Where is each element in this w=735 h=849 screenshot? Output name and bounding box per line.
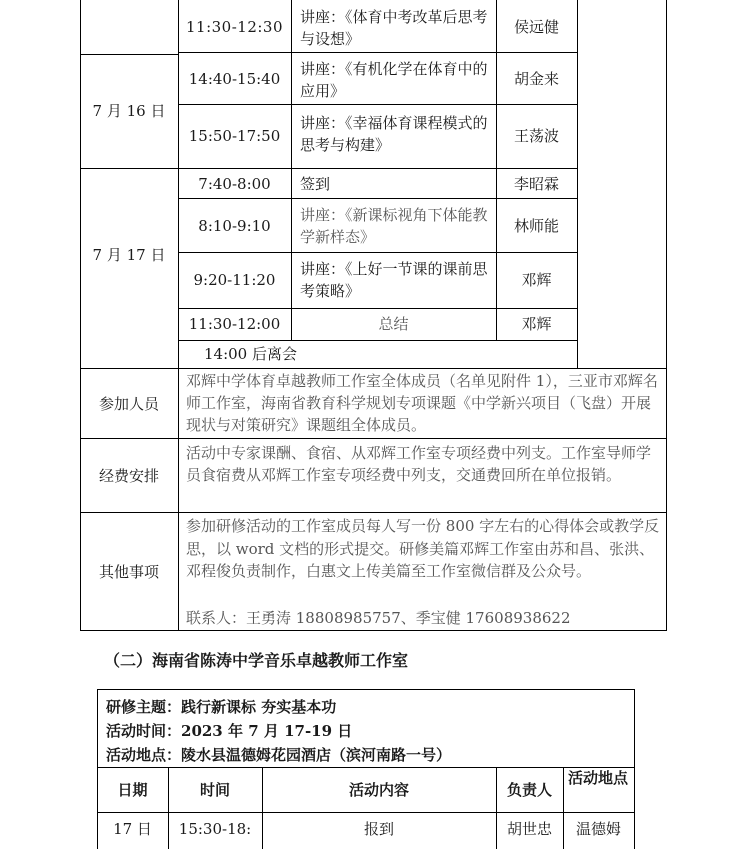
owner-cell: 邓辉 — [521, 271, 552, 289]
row-content: 报到 — [363, 820, 394, 838]
row-place: 温德姆 — [575, 820, 621, 838]
content-cell: 讲座：《上好一节课的课前思考策略》 — [300, 260, 488, 300]
participants-label: 参加人员 — [98, 395, 159, 413]
section-heading: （二）海南省陈涛中学音乐卓越教师工作室 — [104, 651, 409, 670]
funding-text: 活动中专家课酬、食宿、从邓辉工作室专项经费中列支。工作室导师学员食宿费从邓辉工作室专项经费中列支，交通费回所在单位报销。 — [186, 444, 652, 484]
header-time: 时间 — [199, 781, 230, 799]
place-line: 活动地点：陵水县温德姆花园酒店（滨河南路一号） — [106, 746, 452, 764]
other-label: 其他事项 — [98, 563, 159, 581]
content-cell: 讲座：《新课标视角下体能教学新样态》 — [300, 206, 488, 246]
owner-cell: 胡金来 — [513, 70, 559, 88]
participants-text: 邓辉中学体育卓越教师工作室全体成员（名单见附件 1），三亚市邓辉名师工作室，海南省教育科学规划专项课题《中学新兴项目（飞盘）开展现状与对策研究》课题组全体成员。 — [186, 372, 658, 434]
funding-label: 经费安排 — [98, 467, 159, 485]
header-place: 活动地点 — [567, 769, 628, 787]
content-cell: 讲座：《幸福体育课程模式的思考与构建》 — [300, 114, 488, 154]
time-cell: 7:40-8:00 — [198, 175, 271, 193]
header-content: 活动内容 — [348, 781, 409, 799]
owner-cell: 王荡波 — [513, 127, 559, 145]
owner-cell: 林师能 — [513, 217, 559, 235]
leave-note: 14:00 后离会 — [204, 345, 297, 363]
time-cell: 8:10-9:10 — [198, 217, 271, 235]
content-cell: 总结 — [378, 315, 409, 333]
other-text: 参加研修活动的工作室成员每人写一份 800 字左右的心得体会或教学反思，以 word 文档的形式提交。研修美篇邓辉工作室由苏和昌、张洪、邓程俊负责制作，白惠文上传美篇至工作室微信群及公众号。 — [186, 517, 660, 580]
content-cell: 讲座：《有机化学在体育中的应用》 — [300, 60, 488, 100]
row-date: 17 日 — [113, 820, 152, 838]
time-cell: 14:40-15:40 — [188, 70, 281, 88]
row-owner: 胡世忠 — [506, 820, 552, 838]
contact-text: 联系人：王勇涛 18808985757、季宝健 17608938622 — [186, 609, 571, 627]
time-cell: 15:50-17:50 — [188, 127, 281, 145]
time-cell: 11:30-12:30 — [185, 18, 284, 36]
content-cell: 讲座：《体育中考改革后思考与设想》 — [300, 8, 488, 48]
owner-cell: 李昭霖 — [513, 175, 559, 193]
time-line: 活动时间：2023 年 7 月 17-19 日 — [106, 722, 353, 740]
date-cell: 7 月 17 日 — [92, 246, 166, 264]
theme-line: 研修主题：践行新课标 夯实基本功 — [106, 698, 337, 716]
owner-cell: 侯远健 — [513, 18, 559, 36]
time-cell: 9:20-11:20 — [193, 271, 276, 289]
time-cell: 11:30-12:00 — [188, 315, 281, 333]
header-owner: 负责人 — [506, 781, 552, 799]
owner-cell: 邓辉 — [521, 315, 552, 333]
content-cell: 签到 — [300, 175, 331, 193]
header-date: 日期 — [117, 781, 148, 799]
row-time: 15:30-18: — [178, 820, 252, 838]
date-cell: 7 月 16 日 — [92, 102, 166, 120]
